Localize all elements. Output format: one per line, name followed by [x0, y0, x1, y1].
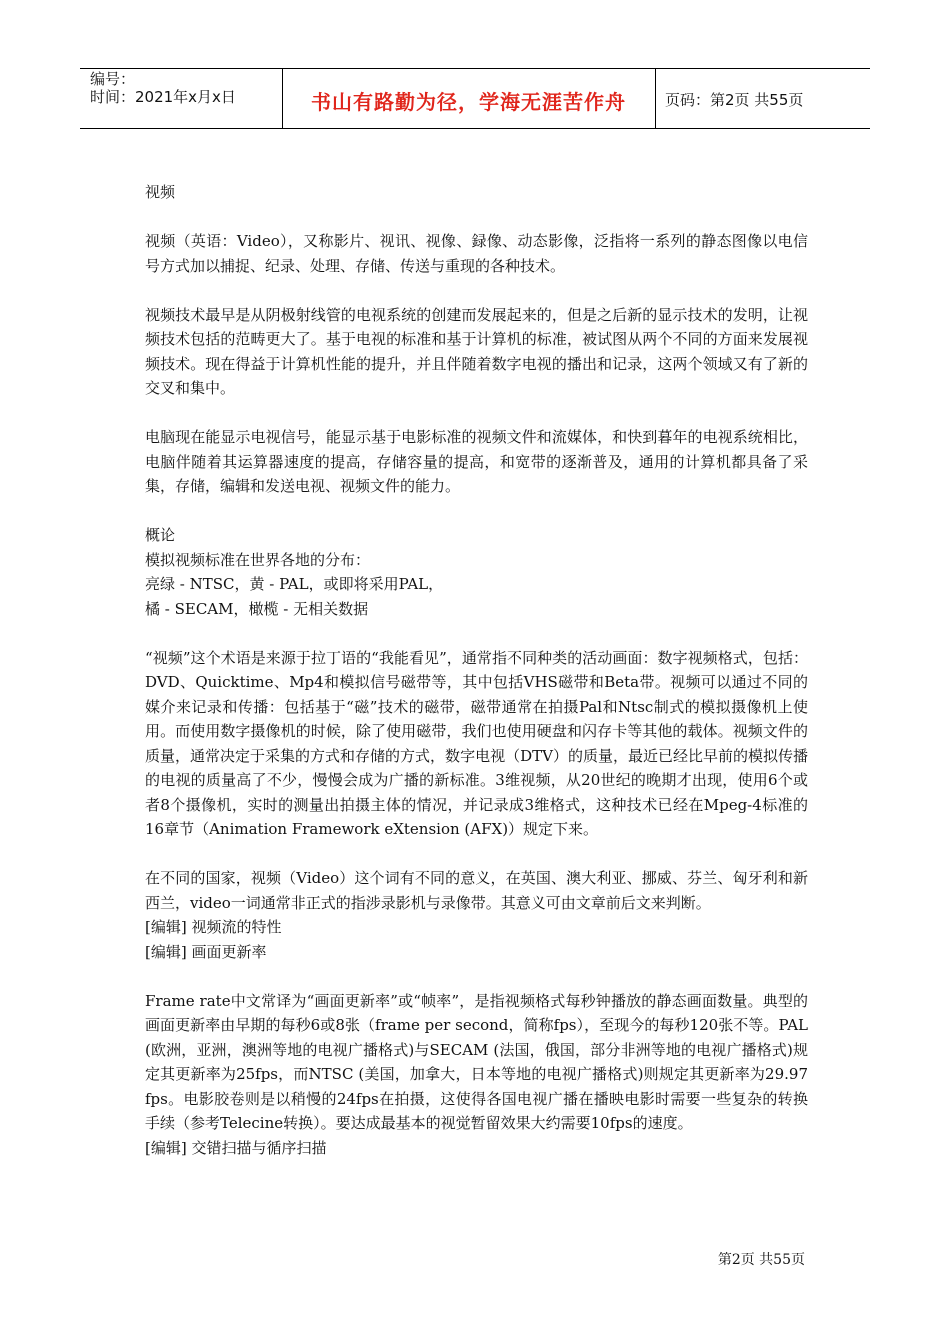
document-body: [145, 180, 808, 1160]
map-legend-line-2: 橘 - SECAM，橄榄 - 无相关数据: [145, 599, 369, 618]
map-legend-line-1: 亮绿 - NTSC，黄 - PAL，或即将采用PAL，: [145, 575, 444, 593]
section-title: 视频: [145, 183, 176, 201]
paragraph-term-origin: “视频”这个术语是来源于拉丁语的“我能看见”，通常指不同种类的活动画面：数字视频格式，包括：DVD、Quicktime、Mp4和模拟信号磁带等，其中包括VHS磁带和Beta带。视频可以通过不同的媒介来记录和传播：包括基于“磁”技术的磁带，磁带通常在拍摄Pal和Ntsc制式的模拟摄像机上使用。而使用数字摄像机的时候，除了使用磁带，我们也使用硬盘和闪存卡等其他的载体。视频文件的质量，通常决定于采集的方式和存储的方式，数字电视（DTV）的质量，最近已经比早前的模拟传播的电视的质量高了不少，慢慢会成为广播的新标准。3维视频，从20世纪的晚期才出现，使用6个或者8个摄像机，实时的测量出拍摄主体的情况，并记录成3维格式，这种技术已经在Mpeg-4标准的16章节（Animation Framework eXtension (AFX)）规定下来。: [145, 648, 808, 838]
header-motto: 书山有路勤为径，学海无涯苦作舟: [311, 90, 626, 114]
paragraph-computers: 电脑现在能显示电视信号，能显示基于电影标准的视频文件和流媒体，和快到暮年的电视系统相比，电脑伴随着其运算器速度的提高，存储容量的提高，和宽带的逐渐普及，通用的计算机都具备了采集，存储，编辑和发送电视、视频文件的能力。: [145, 428, 808, 495]
paragraph-history: 视频技术最早是从阴极射线管的电视系统的创建而发展起来的，但是之后新的显示技术的发明，让视频技术包括的范畴更大了。基于电视的标准和基于计算机的标准，被试图从两个不同的方面来发展视频技术。现在得益于计算机性能的提升，并且伴随着数字电视的播出和记录，这两个领域又有了新的交叉和集中。: [145, 305, 808, 397]
map-caption: 模拟视频标准在世界各地的分布：: [145, 550, 371, 569]
paragraph-frame-rate: Frame rate中文常译为“画面更新率”或“帧率”，是指视频格式每秒钟播放的静态画面数量。典型的画面更新率由早期的每秒6或8张（frame per second，简称fps），至现今的每秒120张不等。PAL (欧洲，亚洲，澳洲等地的电视广播格式)与SECAM (法国，俄国，部分非洲等地的电视广播格式)规定其更新率为25fps，而NTSC (美国，加拿大，日本等地的电视广播格式)则规定其更新率为29.97 fps。电影胶卷则是以稍慢的24fps在拍摄，这使得各国电视广播在播映电影时需要一些复杂的转换手续（参考Telecine转换）。要达成最基本的视觉暂留效果大约需要10fps的速度。: [145, 991, 808, 1132]
footer-page-number: 第2页 共55页: [717, 1252, 805, 1268]
edit-link-interlaced-scan[interactable]: [编辑] 交错扫描与循序扫描: [145, 1138, 327, 1157]
edit-link-stream-properties[interactable]: [编辑] 视频流的特性: [145, 918, 282, 936]
header-page-number: 页码：第2页 共55页: [665, 91, 804, 109]
doc-number-label: 编号：: [90, 70, 136, 88]
header-bottom-rule: [80, 128, 870, 129]
overview-heading: 概论: [145, 526, 176, 544]
header-meta: [90, 70, 236, 106]
edit-link-frame-rate[interactable]: [编辑] 画面更新率: [145, 942, 267, 961]
header-top-rule: [80, 68, 870, 69]
doc-date-label: 时间：2021年x月x日: [90, 88, 236, 106]
paragraph-country-meaning: 在不同的国家，视频（Video）这个词有不同的意义，在英国、澳大利亚、挪威、芬兰、匈牙利和新西兰，video一词通常非正式的指涉录影机与录像带。其意义可由文章前后文来判断。: [145, 869, 808, 912]
header-divider-right: [655, 68, 656, 129]
paragraph-intro: 视频（英语：Video），又称影片、视讯、视像、録像、动态影像，泛指将一系列的静态图像以电信号方式加以捕捉、纪录、处理、存储、传送与重现的各种技术。: [145, 232, 808, 275]
